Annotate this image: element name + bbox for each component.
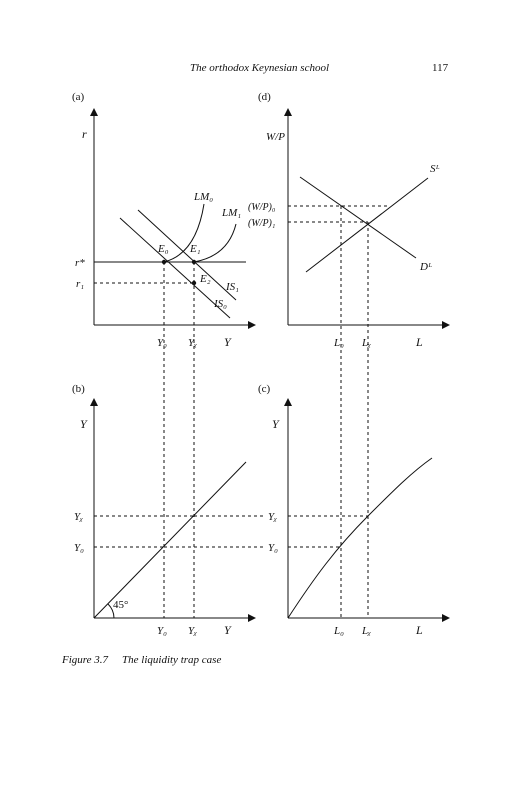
panel-a-x-label: Y — [224, 335, 231, 349]
panel-a — [72, 91, 252, 349]
panel-b-tick-y0: Y₀ — [74, 542, 84, 554]
panel-d-tag: (d) — [258, 91, 271, 103]
dl-label: Dᴸ — [420, 261, 433, 273]
panel-a-tag: (a) — [72, 91, 85, 103]
panel-d — [248, 91, 446, 349]
forty-five-degree-line — [94, 462, 246, 618]
panel-b-tick-x-yf: Yᵪ — [188, 625, 198, 637]
production-function-curve — [288, 458, 432, 618]
panel-b-tag: (b) — [72, 383, 85, 395]
supply-labour-curve — [306, 178, 428, 272]
is0-label: IS₀ — [214, 298, 227, 310]
tick-r1: r₁ — [76, 278, 85, 290]
tick-wp0: (W/P)₀ — [248, 202, 276, 213]
panel-b — [72, 383, 252, 637]
connector-lines — [164, 206, 368, 618]
figure-caption — [62, 654, 235, 666]
is1-label: IS₁ — [226, 281, 239, 293]
e1-label: E₁ — [190, 243, 201, 255]
panel-a-tick-y0: Y₀ — [157, 337, 167, 349]
figure-number: Figure 3.7 — [62, 654, 109, 666]
page-number: 117 — [432, 62, 449, 74]
panel-a-y-label: r — [82, 127, 87, 141]
lm1-label: LM₁ — [222, 207, 242, 219]
e0-label: E₀ — [158, 243, 169, 255]
panel-d-x-label: L — [416, 335, 423, 349]
panel-c-tick-l0: L₀ — [334, 625, 344, 637]
lm0-label: LM₀ — [194, 191, 214, 203]
panel-b-x-label: Y — [224, 623, 231, 637]
panel-c-tick-y0: Y₀ — [268, 542, 278, 554]
demand-labour-curve — [300, 177, 416, 258]
panel-c — [258, 383, 446, 637]
panel-b-tick-x-y0: Y₀ — [157, 625, 167, 637]
panel-c-tick-lf: Lᵪ — [362, 625, 372, 637]
panel-c-tag: (c) — [258, 383, 271, 395]
running-title: The orthodox Keynesian school — [190, 62, 330, 74]
is1-curve — [138, 210, 236, 300]
panel-b-tick-yf: Yᵪ — [74, 511, 84, 523]
panel-c-x-label: L — [416, 623, 423, 637]
panel-a-tick-yf: Yᵪ — [188, 337, 198, 349]
panel-c-y-label: Y — [272, 417, 279, 431]
panel-d-tick-l0: L₀ — [334, 337, 344, 349]
tick-r-star: r* — [75, 257, 85, 269]
panel-b-y-label: Y — [80, 417, 87, 431]
e2-label: E₂ — [200, 273, 211, 285]
angle-label: 45° — [113, 599, 129, 611]
panel-c-tick-yf: Yᵪ — [268, 511, 278, 523]
panel-d-tick-lf: Lᵪ — [362, 337, 372, 349]
sl-label: Sᴸ — [430, 163, 440, 175]
tick-wp1: (W/P)₁ — [248, 218, 276, 229]
figure-title: The liquidity trap case — [122, 654, 222, 666]
panel-d-y-label: W/P — [266, 131, 285, 143]
